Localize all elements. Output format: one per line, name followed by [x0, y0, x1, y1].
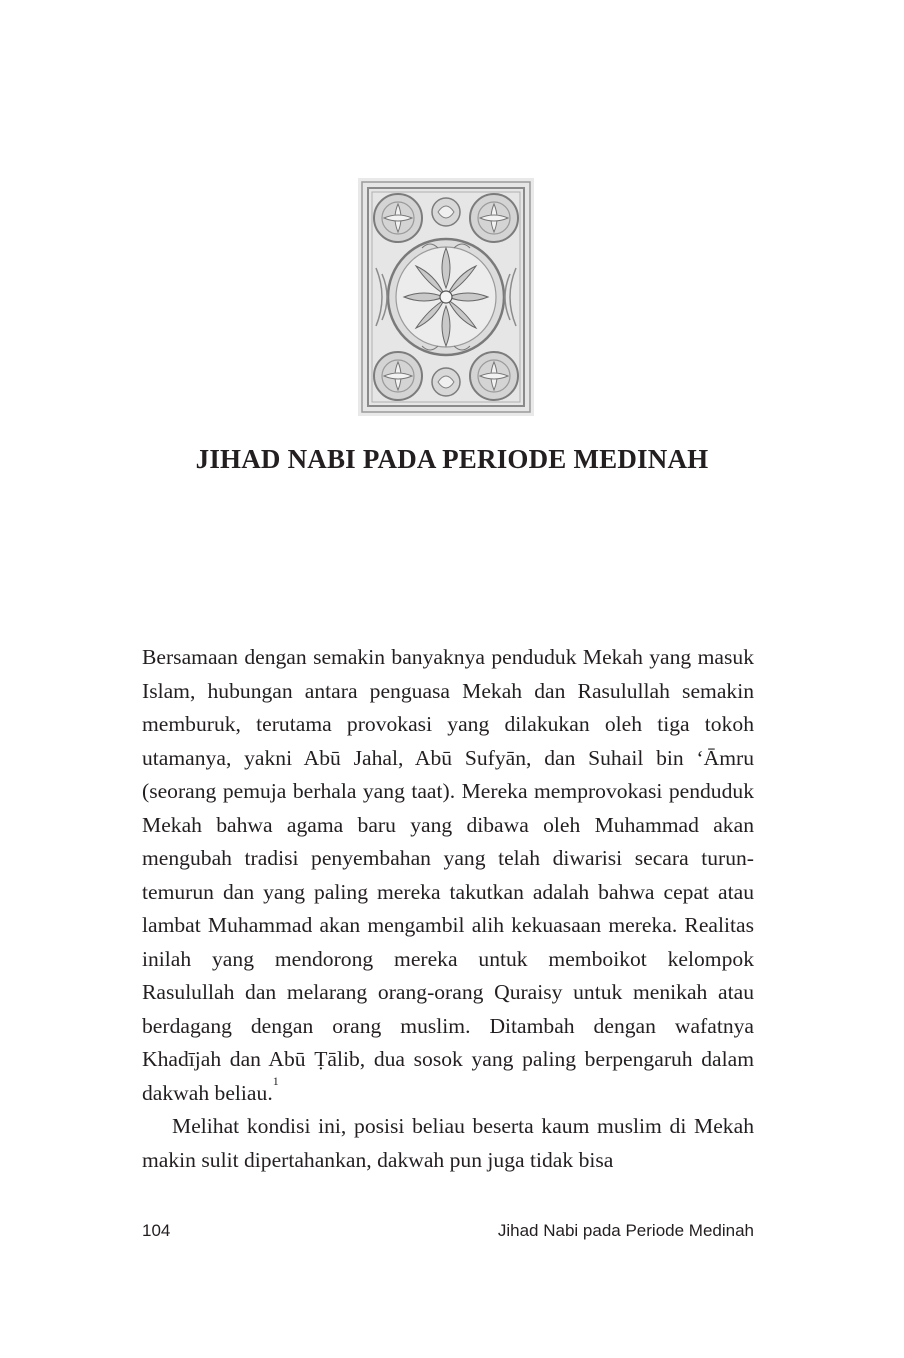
page-number: 104 — [142, 1221, 171, 1240]
paragraph: Melihat kondisi ini, posisi beliau beserta kaum muslim di Mekah makin sulit dipertahankan, dakwah pun juga tidak bisa — [142, 1114, 754, 1172]
chapter-ornament — [358, 178, 534, 416]
floral-arabesque-ornament-icon — [358, 178, 534, 416]
paragraph — [142, 641, 754, 1110]
running-head: Jihad Nabi pada Periode Medinah — [497, 1221, 754, 1240]
footnote-reference[interactable]: 1 — [272, 1073, 279, 1088]
body-text — [142, 641, 754, 1177]
chapter-title: JIHAD NABI PADA PERIODE MEDINAH — [195, 444, 709, 474]
paragraph-text: Bersamaan dengan semakin banyaknya penduduk Mekah yang masuk Islam, hubungan antara penguasa Mekah dan Rasulullah semakin memburuk, terutama provokasi yang dilakukan oleh tiga tokoh utamanya, yakni Abū Jahal, Abū Sufyān, dan Suhail bin ‘Āmru (seorang pemuja berhala yang taat). Mereka memprovokasi penduduk Mekah bahwa agama baru yang dibawa oleh Muhammad akan mengubah tradisi penyembahan yang telah diwarisi secara turun-temurun dan yang paling mereka takutkan adalah bahwa cepat atau lambat Muhammad akan mengambil alih kekuasaan mereka. Realitas inilah yang mendorong mereka untuk memboikot kelompok Rasulullah dan melarang orang-orang Quraisy untuk menikah atau berdagang dengan orang muslim. Ditambah dengan wafatnya Khadījah dan Abū Ṭālib, dua sosok yang paling berpengaruh dalam dakwah beliau. — [142, 645, 754, 1105]
